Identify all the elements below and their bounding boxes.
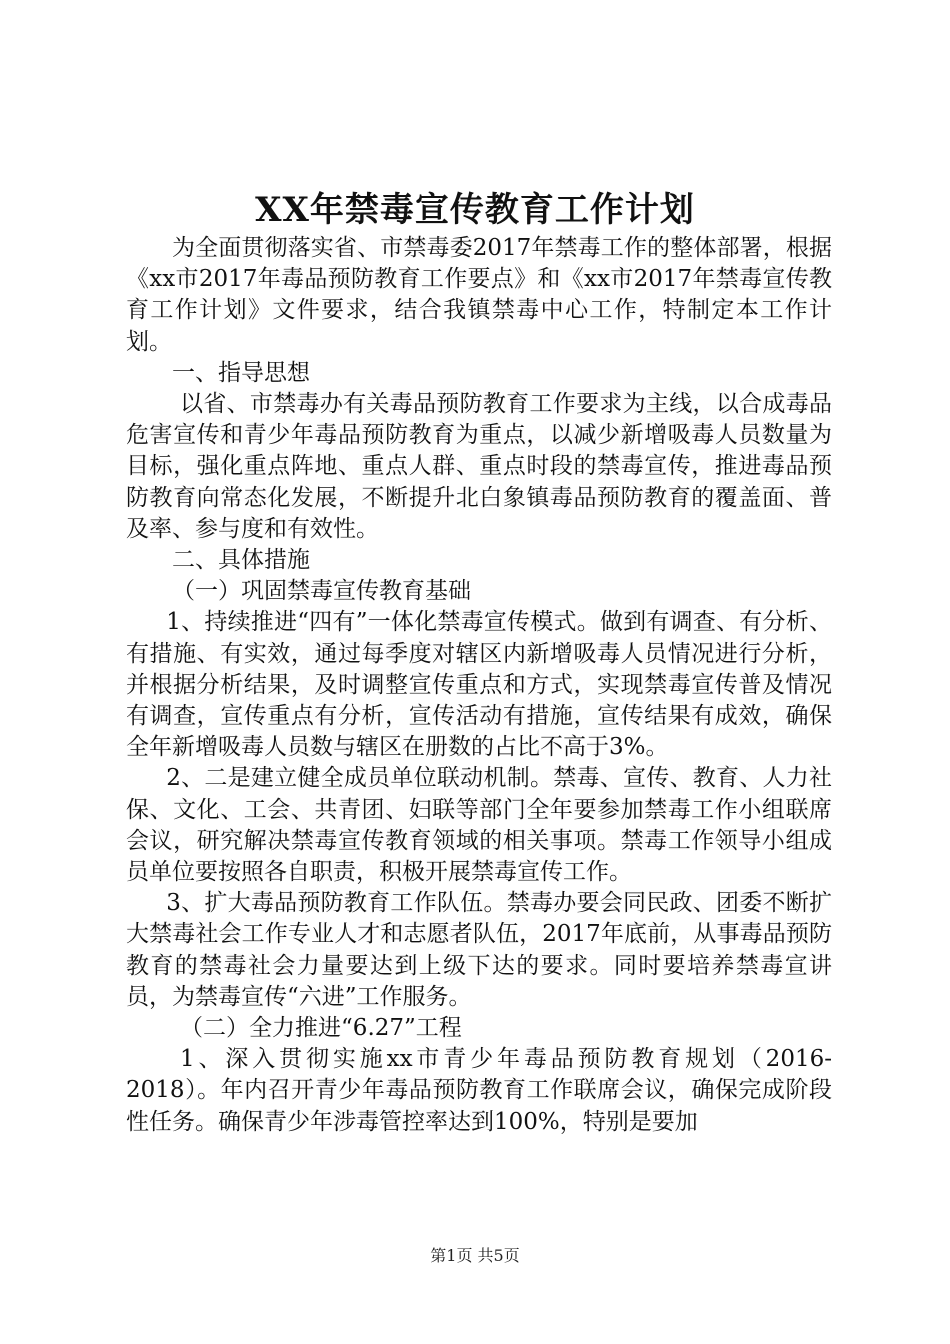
subheading-627-project: （二）全力推进“6.27”工程 [180, 1015, 462, 1042]
heading-specific-measures: 二、具体措施 [172, 547, 310, 574]
document-body [126, 233, 832, 1138]
document-title: XX年禁毒宣传教育工作计划 [255, 190, 695, 230]
paragraph-measure-1: 1、持续推进“四有”一体化禁毒宣传模式。做到有调查、有分析、有措施、有实效，通过每季度对辖区内新增吸毒人员情况进行分析，并根据分析结果，及时调整宣传重点和方式，实现禁毒宣传普及情况有调查，宣传重点有分析，宣传活动有措施，宣传结果有成效，确保全年新增吸毒人员数与辖区在册数的占比不高于3%。 [126, 609, 832, 761]
paragraph-627-item-1: 1、深入贯彻实施xx市青少年毒品预防教育规划（2016-2018）。年内召开青少年毒品预防教育工作联席会议，确保完成阶段性任务。确保青少年涉毒管控率达到100%，特别是要加 [126, 1046, 832, 1135]
page-number-footer: 第1页 共5页 [430, 1246, 520, 1265]
paragraph-measure-2: 2、二是建立健全成员单位联动机制。禁毒、宣传、教育、人力社保、文化、工会、共青团、妇联等部门全年要参加禁毒工作小组联席会议，研究解决禁毒宣传教育领域的相关事项。禁毒工作领导小组成员单位要按照各自职责，积极开展禁毒宣传工作。 [126, 765, 832, 886]
paragraph-guiding-ideology: 以省、市禁毒办有关毒品预防教育工作要求为主线，以合成毒品危害宣传和青少年毒品预防教育为重点，以减少新增吸毒人员数量为目标，强化重点阵地、重点人群、重点时段的禁毒宣传，推进毒品预防教育向常态化发展，不断提升北白象镇毒品预防教育的覆盖面、普及率、参与度和有效性。 [126, 391, 832, 542]
paragraph-intro: 为全面贯彻落实省、市禁毒委2017年禁毒工作的整体部署，根据《xx市2017年毒品预防教育工作要点》和《xx市2017年禁毒宣传教育工作计划》文件要求，结合我镇禁毒中心工作，特制定本工作计划。 [126, 235, 832, 355]
subheading-consolidate-basis: （一）巩固禁毒宣传教育基础 [172, 578, 471, 605]
heading-guiding-ideology: 一、指导思想 [172, 359, 310, 386]
paragraph-measure-3: 3、扩大毒品预防教育工作队伍。禁毒办要会同民政、团委不断扩大禁毒社会工作专业人才和志愿者队伍，2017年底前，从事毒品预防教育的禁毒社会力量要达到上级下达的要求。同时要培养禁毒宣讲员，为禁毒宣传“六进”工作服务。 [126, 890, 832, 1010]
